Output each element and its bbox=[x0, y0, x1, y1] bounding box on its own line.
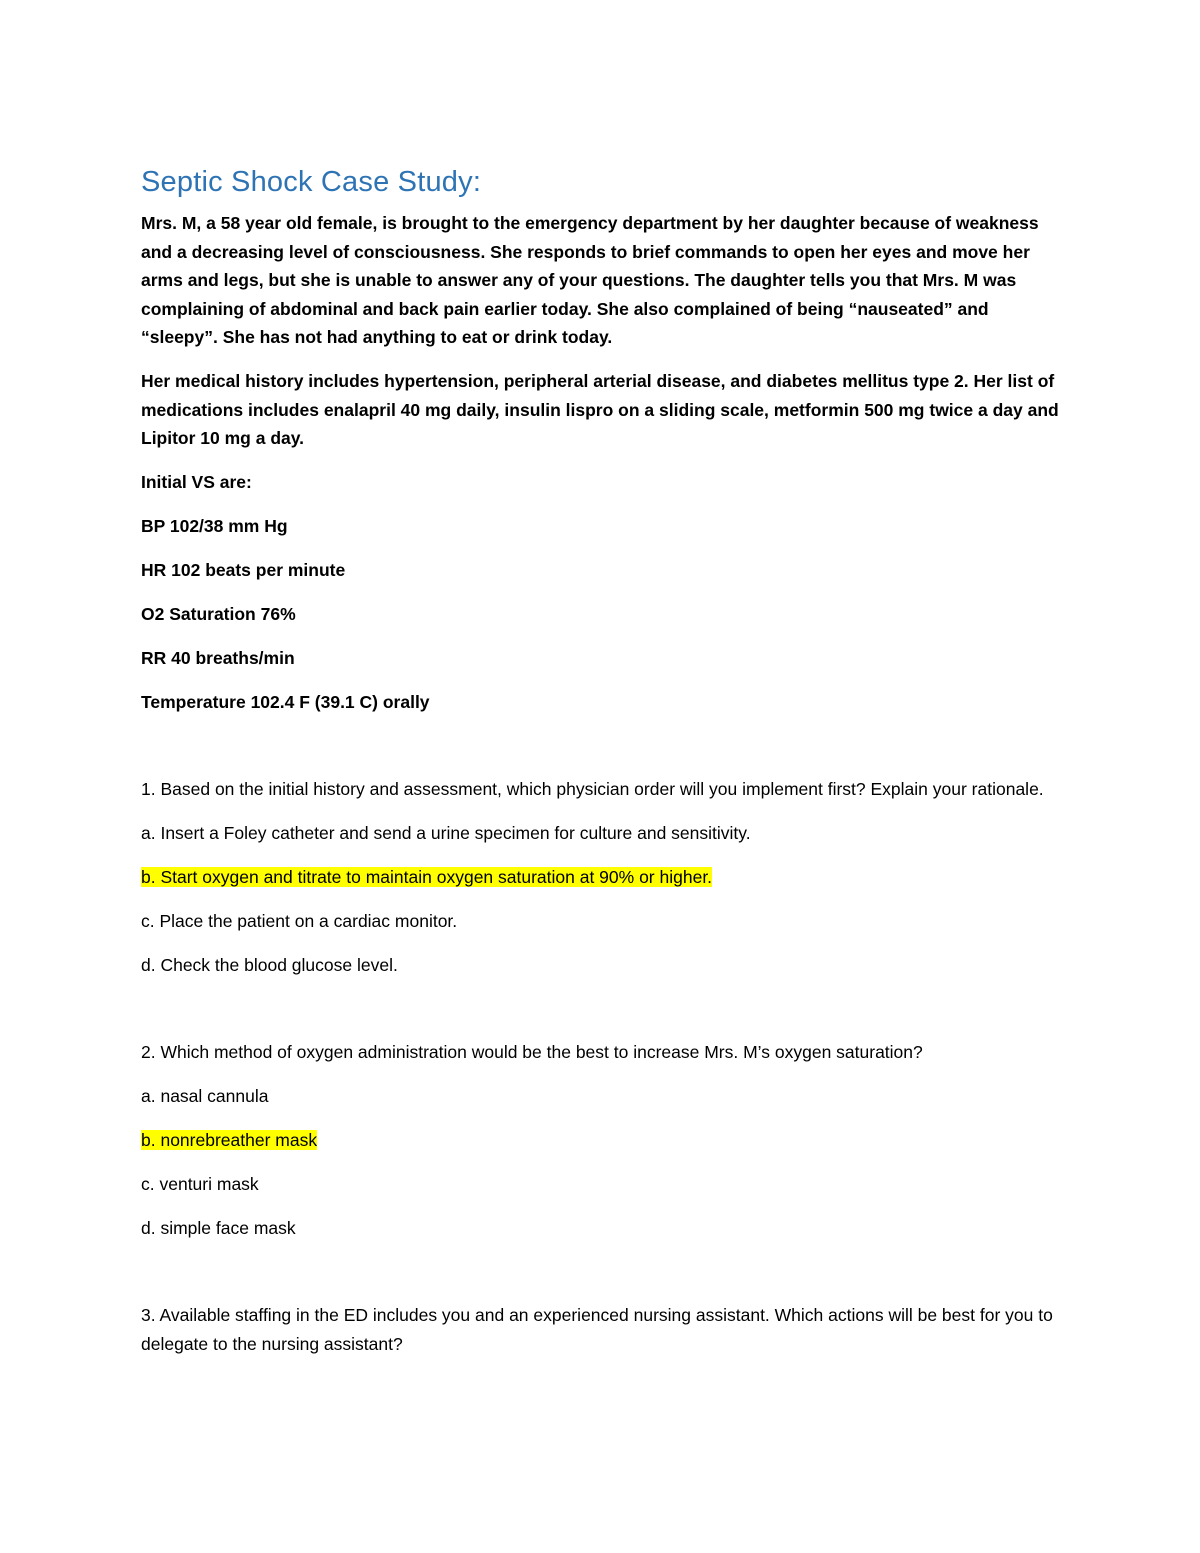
vital-bp: BP 102/38 mm Hg bbox=[141, 516, 288, 536]
vital-rr: RR 40 breaths/min bbox=[141, 648, 295, 668]
question-2-option-b bbox=[141, 1126, 1059, 1155]
document-body bbox=[141, 160, 1059, 1374]
option-text: d. Check the blood glucose level. bbox=[141, 955, 398, 975]
highlighted-answer: b. Start oxygen and titrate to maintain oxygen saturation at 90% or higher. bbox=[141, 867, 713, 887]
highlighted-answer: b. nonrebreather mask bbox=[141, 1130, 318, 1150]
question-3: 3. Available staffing in the ED includes you and an experienced nursing assistant. Which actions will be best for you to delegate to the nursing assistant? bbox=[141, 1305, 1053, 1354]
question-1: 1. Based on the initial history and assessment, which physician order will you implement first? Explain your rationale. bbox=[141, 779, 1044, 799]
vital-o2-saturation: O2 Saturation 76% bbox=[141, 604, 296, 624]
question-2-option-d bbox=[141, 1214, 1059, 1243]
question-2-option-c bbox=[141, 1170, 1059, 1199]
question-1-option-d bbox=[141, 951, 1059, 980]
question-1-option-a bbox=[141, 819, 1059, 848]
option-text: c. Place the patient on a cardiac monitor. bbox=[141, 911, 458, 931]
option-text: a. Insert a Foley catheter and send a urine specimen for culture and sensitivity. bbox=[141, 823, 751, 843]
medical-history-paragraph: Her medical history includes hypertension, peripheral arterial disease, and diabetes mellitus type 2. Her list of medications includes enalapril 40 mg daily, insulin lispro on a sliding scale, metformin 500 mg twice a day and Lipitor 10 mg a day. bbox=[141, 371, 1059, 448]
case-intro-paragraph: Mrs. M, a 58 year old female, is brought to the emergency department by her daughter because of weakness and a decreasing level of consciousness. She responds to brief commands to open her eyes and move her arms and legs, but she is unable to answer any of your questions. The daughter tells you that Mrs. M was complaining of abdominal and back pain earlier today. She also complained of being “nauseated” and “sleepy”. She has not had anything to eat or drink today. bbox=[141, 213, 1039, 347]
option-text: d. simple face mask bbox=[141, 1218, 296, 1238]
question-1-option-b bbox=[141, 863, 1059, 892]
option-text: c. venturi mask bbox=[141, 1174, 259, 1194]
question-2-option-a bbox=[141, 1082, 1059, 1111]
question-1-option-c bbox=[141, 907, 1059, 936]
vitals-heading: Initial VS are: bbox=[141, 472, 252, 492]
vital-temperature: Temperature 102.4 F (39.1 C) orally bbox=[141, 692, 430, 712]
vital-hr: HR 102 beats per minute bbox=[141, 560, 346, 580]
option-text: a. nasal cannula bbox=[141, 1086, 269, 1106]
document-title: Septic Shock Case Study: bbox=[141, 166, 482, 198]
question-2: 2. Which method of oxygen administration would be the best to increase Mrs. M’s oxygen saturation? bbox=[141, 1042, 923, 1062]
